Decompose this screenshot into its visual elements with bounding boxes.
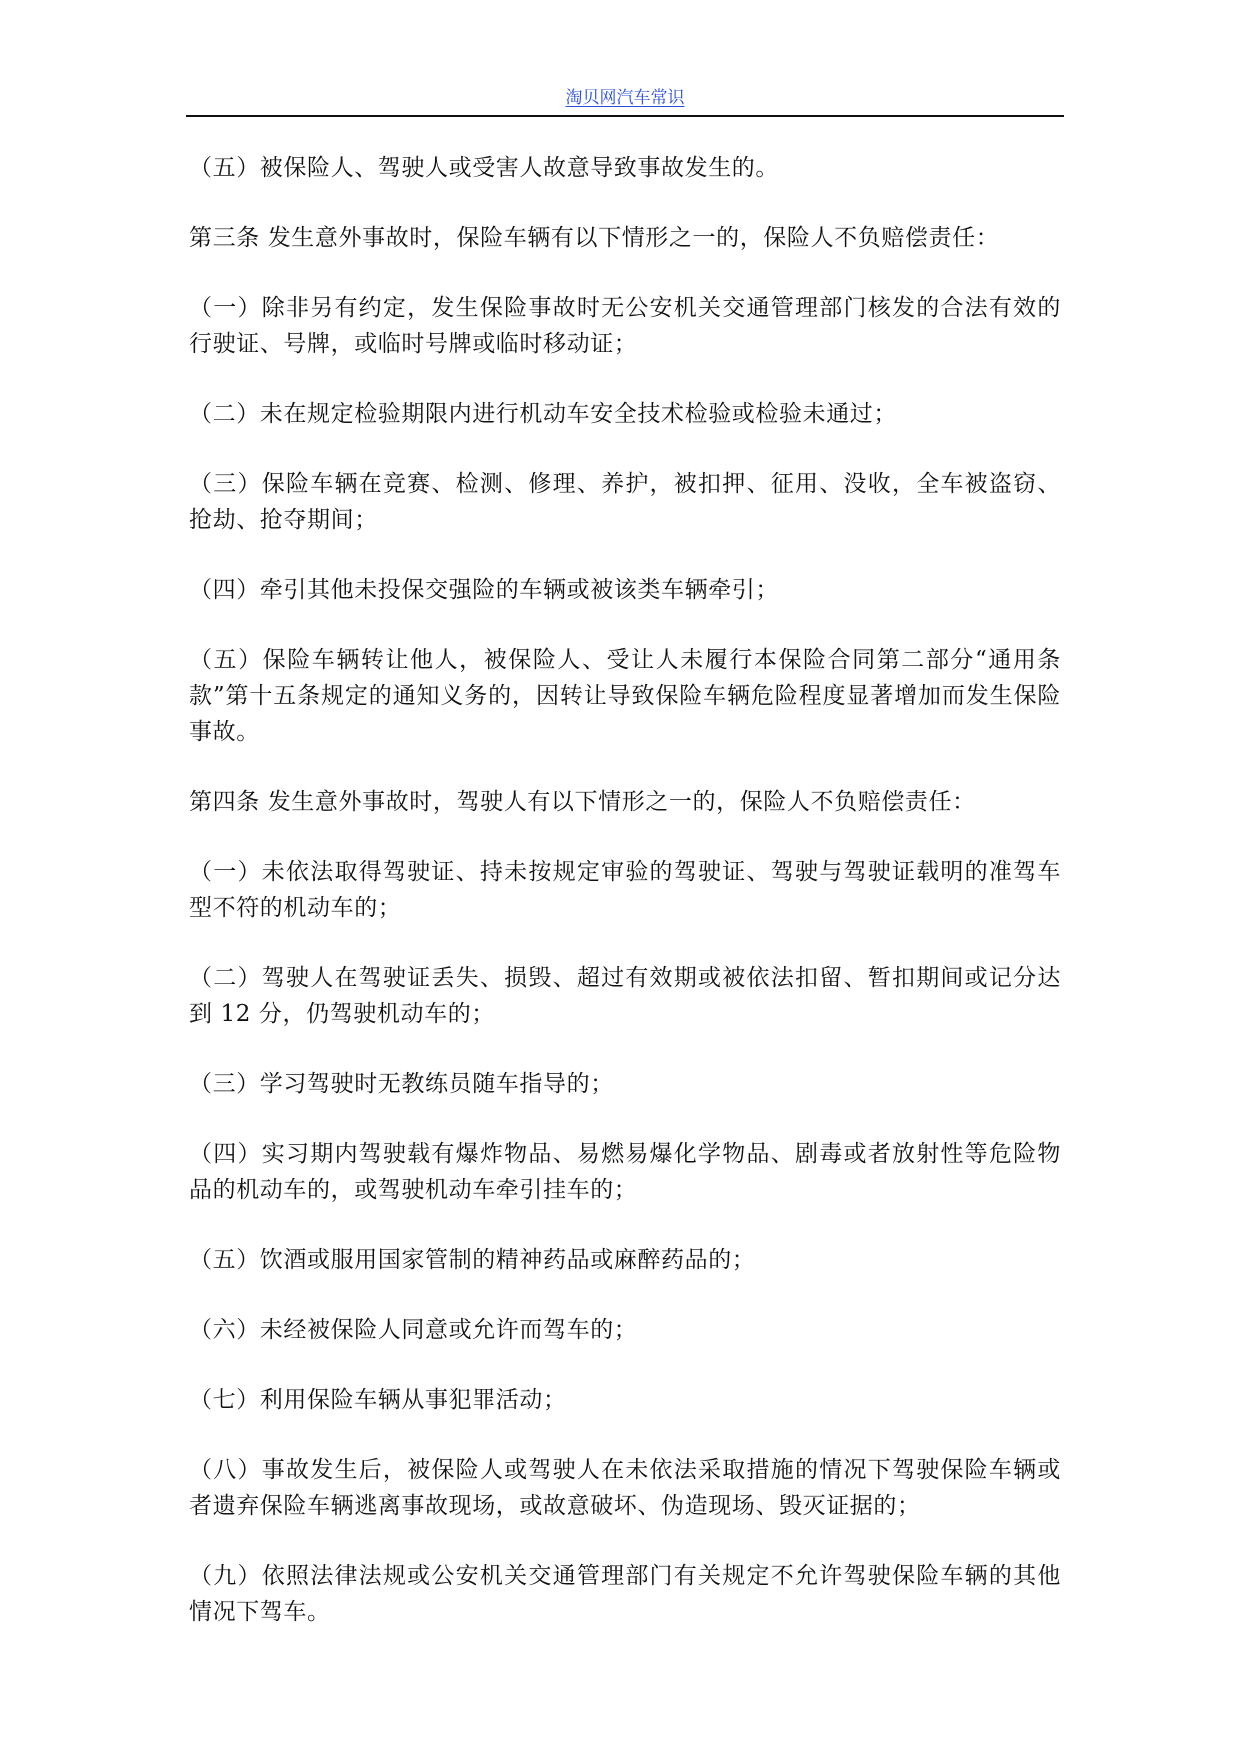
article-heading: 第三条 发生意外事故时，保险车辆有以下情形之一的，保险人不负赔偿责任：: [189, 225, 1000, 251]
paragraph: （五）被保险人、驾驶人或受害人故意导致事故发生的。: [189, 155, 779, 181]
header-link[interactable]: 淘贝网汽车常识: [565, 88, 685, 108]
paragraph: （六）未经被保险人同意或允许而驾车的；: [189, 1317, 638, 1343]
paragraph: （四）实习期内驾驶载有爆炸物品、易燃易爆化学物品、剧毒或者放射性等危险物品的机动车的，或驾驶机动车牵引挂车的；: [189, 1141, 1061, 1203]
page-header: [186, 86, 1064, 110]
paragraph: （一）未依法取得驾驶证、持未按规定审验的驾驶证、驾驶与驾驶证载明的准驾车型不符的机动车的；: [189, 859, 1061, 921]
paragraph: （四）牵引其他未投保交强险的车辆或被该类车辆牵引；: [189, 577, 779, 603]
paragraph: （七）利用保险车辆从事犯罪活动；: [189, 1387, 567, 1413]
paragraph: （一）除非另有约定，发生保险事故时无公安机关交通管理部门核发的合法有效的行驶证、号牌，或临时号牌或临时移动证；: [189, 295, 1061, 357]
paragraph: （二）驾驶人在驾驶证丢失、损毁、超过有效期或被依法扣留、暂扣期间或记分达到 12 分，仍驾驶机动车的；: [189, 965, 1061, 1027]
paragraph: （八）事故发生后，被保险人或驾驶人在未依法采取措施的情况下驾驶保险车辆或者遗弃保险车辆逃离事故现场，或故意破坏、伪造现场、毁灭证据的；: [189, 1457, 1061, 1519]
paragraph: （三）保险车辆在竞赛、检测、修理、养护，被扣押、征用、没收，全车被盗窃、抢劫、抢夺期间；: [189, 471, 1061, 533]
paragraph: （九）依照法律法规或公安机关交通管理部门有关规定不允许驾驶保险车辆的其他情况下驾车。: [189, 1563, 1061, 1625]
document-body: [189, 150, 1061, 1664]
paragraph: （五）保险车辆转让他人，被保险人、受让人未履行本保险合同第二部分“通用条款”第十五条规定的通知义务的，因转让导致保险车辆危险程度显著增加而发生保险事故。: [189, 647, 1061, 745]
article-heading: 第四条 发生意外事故时，驾驶人有以下情形之一的，保险人不负赔偿责任：: [189, 789, 976, 815]
header-divider: [186, 115, 1064, 117]
paragraph: （二）未在规定检验期限内进行机动车安全技术检验或检验未通过；: [189, 401, 897, 427]
paragraph: （三）学习驾驶时无教练员随车指导的；: [189, 1071, 614, 1097]
paragraph: （五）饮酒或服用国家管制的精神药品或麻醉药品的；: [189, 1247, 756, 1273]
